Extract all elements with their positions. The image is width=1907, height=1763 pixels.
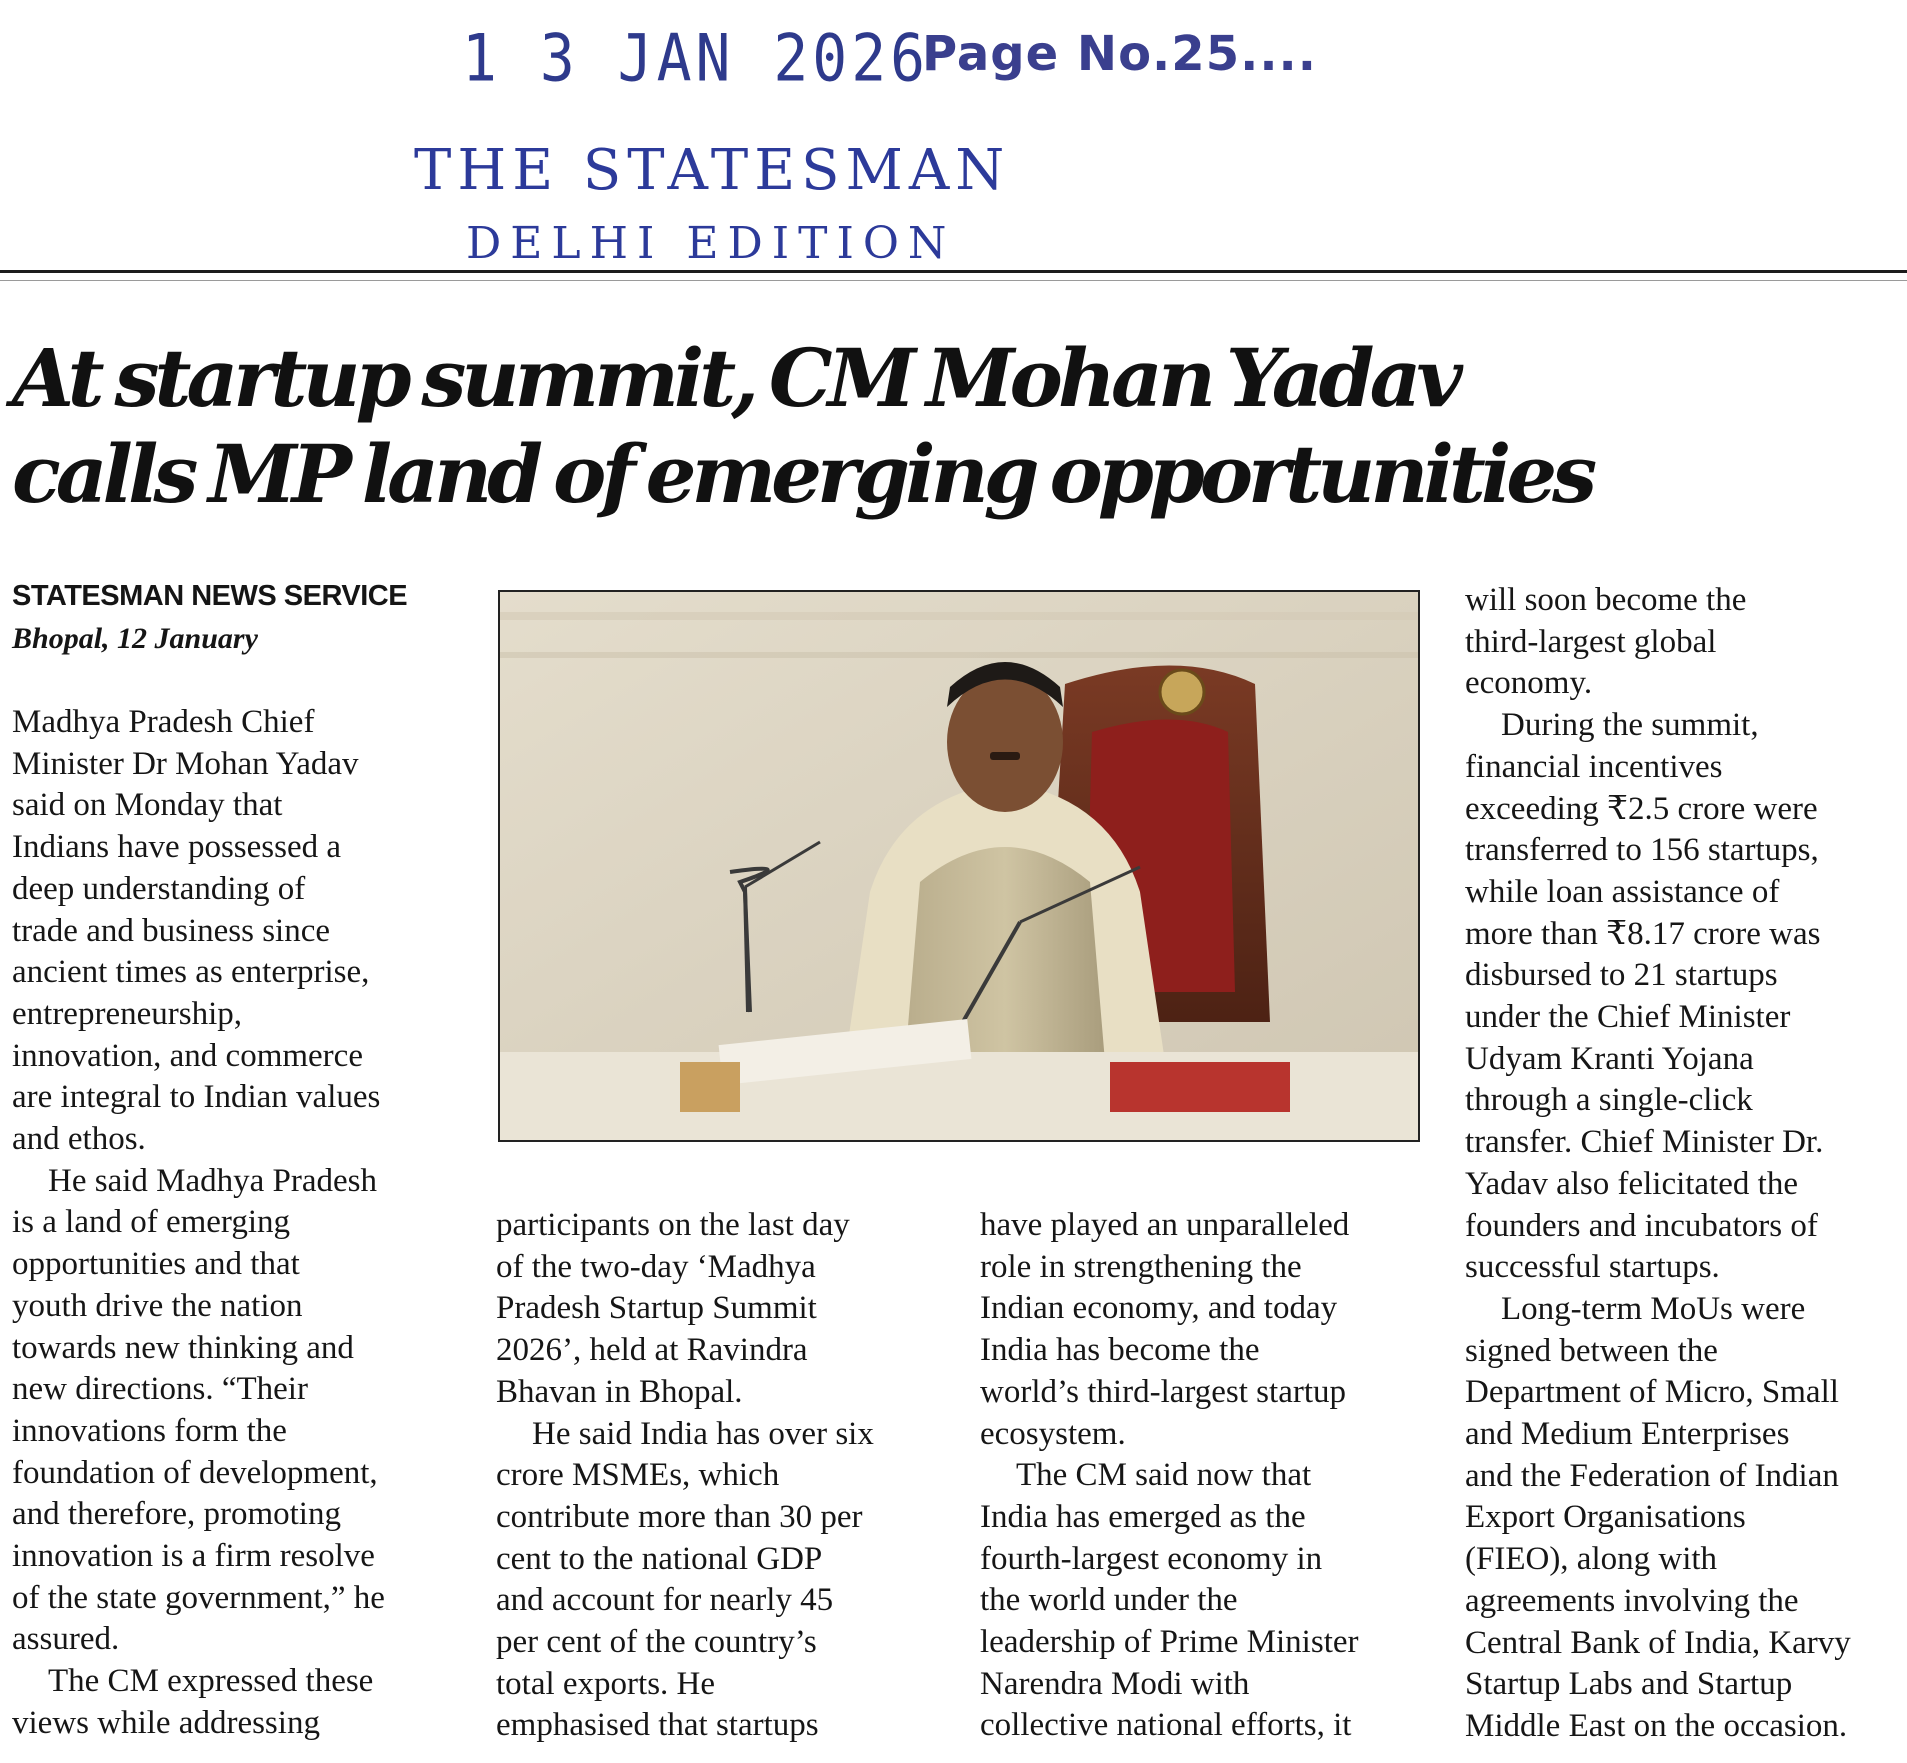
text-line: financial incentives [1465,748,1723,785]
edition-stamp: DELHI EDITION [466,218,956,269]
text-line: views while addressing [12,1704,320,1741]
text-line: Pradesh Startup Summit [496,1290,817,1327]
text-line: through a single-click [1465,1082,1753,1119]
text-line: emphasised that startups [496,1707,819,1744]
text-line: assured. [12,1621,120,1658]
text-line: role in strengthening the [980,1248,1302,1285]
text-line: (FIEO), along with [1465,1541,1718,1578]
text-line: Startup Labs and Startup [1465,1666,1793,1703]
text-line: 2026’, held at Ravindra [496,1332,808,1369]
text-line: disbursed to 21 startups [1465,957,1778,994]
date-stamp: 1 3 JAN 2026 [462,20,930,97]
text-line: Indian economy, and today [980,1290,1338,1327]
text-line: ecosystem. [980,1415,1126,1452]
headline-line-2: calls MP land of emerging opportunities [12,427,1593,521]
text-line: Middle East on the occasion. [1465,1707,1848,1744]
text-line: participants on the last day [496,1207,850,1243]
text-line: of the two-day ‘Madhya [496,1248,816,1285]
article-column-4 [1465,580,1851,1748]
text-line: The CM expressed these [48,1663,374,1700]
text-line: new directions. “Their [12,1371,308,1408]
text-line: transfer. Chief Minister Dr. [1465,1124,1824,1161]
text-line: crore MSMEs, which [496,1457,780,1494]
text-line: innovation is a firm resolve [12,1538,375,1575]
text-line: and therefore, promoting [12,1496,341,1533]
text-line: Bhavan in Bhopal. [496,1373,743,1410]
text-line: Udyam Kranti Yojana [1465,1040,1754,1077]
article-column-3 [980,1205,1359,1747]
article-photo [498,590,1420,1142]
text-line: signed between the [1465,1332,1718,1369]
text-line: Madhya Pradesh Chief [12,704,315,740]
text-line: trade and business since [12,912,330,949]
header-rule [0,270,1907,273]
text-line: per cent of the country’s [496,1624,817,1661]
text-line: entrepreneurship, [12,995,242,1032]
text-line: is a land of emerging [12,1204,290,1241]
text-line: exceeding ₹2.5 crore were [1465,790,1818,827]
text-line: India has emerged as the [980,1498,1306,1535]
text-line: successful startups. [1465,1249,1720,1286]
text-line: towards new thinking and [12,1329,354,1366]
text-line: world’s third-largest startup [980,1373,1346,1410]
article-column-1 [12,702,385,1745]
text-line: are integral to Indian values [12,1079,381,1116]
text-line: Central Bank of India, Karvy [1465,1624,1851,1661]
text-line: cent to the national GDP [496,1540,823,1577]
text-line: agreements involving the [1465,1582,1799,1619]
text-line: fourth-largest economy in [980,1540,1323,1577]
text-line: Minister Dr Mohan Yadav [12,745,359,782]
text-line: Indians have possessed a [12,829,342,866]
text-line: transferred to 156 startups, [1465,832,1819,869]
byline-agency: STATESMAN NEWS SERVICE [12,580,408,612]
text-line: and ethos. [12,1121,146,1158]
headline-line-1: At startup summit, CM Mohan Yadav [12,331,1458,425]
text-line: will soon become the [1465,582,1747,618]
text-line: while loan assistance of [1465,873,1780,910]
text-line: contribute more than 30 per [496,1498,863,1535]
text-line: Narendra Modi with [980,1665,1250,1702]
text-line: The CM said now that [1016,1457,1312,1494]
text-line: the world under the [980,1582,1238,1619]
text-line: and account for nearly 45 [496,1582,834,1619]
dateline: Bhopal, 12 January [12,622,258,655]
text-line: Yadav also felicitated the [1465,1165,1798,1202]
text-line: and Medium Enterprises [1465,1416,1790,1453]
text-line: youth drive the nation [12,1287,303,1324]
text-line: and the Federation of Indian [1465,1457,1839,1494]
text-line: During the summit, [1501,707,1759,744]
text-line: leadership of Prime Minister [980,1624,1359,1661]
text-line: innovation, and commerce [12,1037,363,1074]
text-line: innovations form the [12,1412,287,1449]
text-line: opportunities and that [12,1246,300,1283]
text-line: under the Chief Minister [1465,999,1791,1036]
text-line: third-largest global [1465,623,1717,660]
text-line: deep understanding of [12,870,306,907]
headline [12,330,1902,522]
text-line: India has become the [980,1332,1260,1369]
photo-illustration [500,592,1418,1140]
text-line: founders and incubators of [1465,1207,1818,1244]
text-line: collective national efforts, it [980,1707,1352,1744]
text-line: said on Monday that [12,787,283,824]
text-line: more than ₹8.17 crore was [1465,915,1821,952]
text-line: of the state government,” he [12,1579,385,1616]
text-line: Long-term MoUs were [1501,1290,1806,1327]
header-rule-thin [0,280,1907,281]
text-line: have played an unparalleled [980,1207,1350,1243]
text-line: total exports. He [496,1665,716,1702]
text-line: Export Organisations [1465,1499,1746,1536]
text-line: Department of Micro, Small [1465,1374,1839,1411]
text-line: He said Madhya Pradesh [48,1162,378,1199]
text-line: economy. [1465,665,1593,702]
text-line: foundation of development, [12,1454,378,1491]
text-line: ancient times as enterprise, [12,954,370,991]
article-column-2 [496,1205,874,1747]
page-number-stamp: Page No.25.... [922,26,1318,82]
text-line: He said India has over six [532,1415,874,1452]
newspaper-name-stamp: THE STATESMAN [414,138,1011,203]
